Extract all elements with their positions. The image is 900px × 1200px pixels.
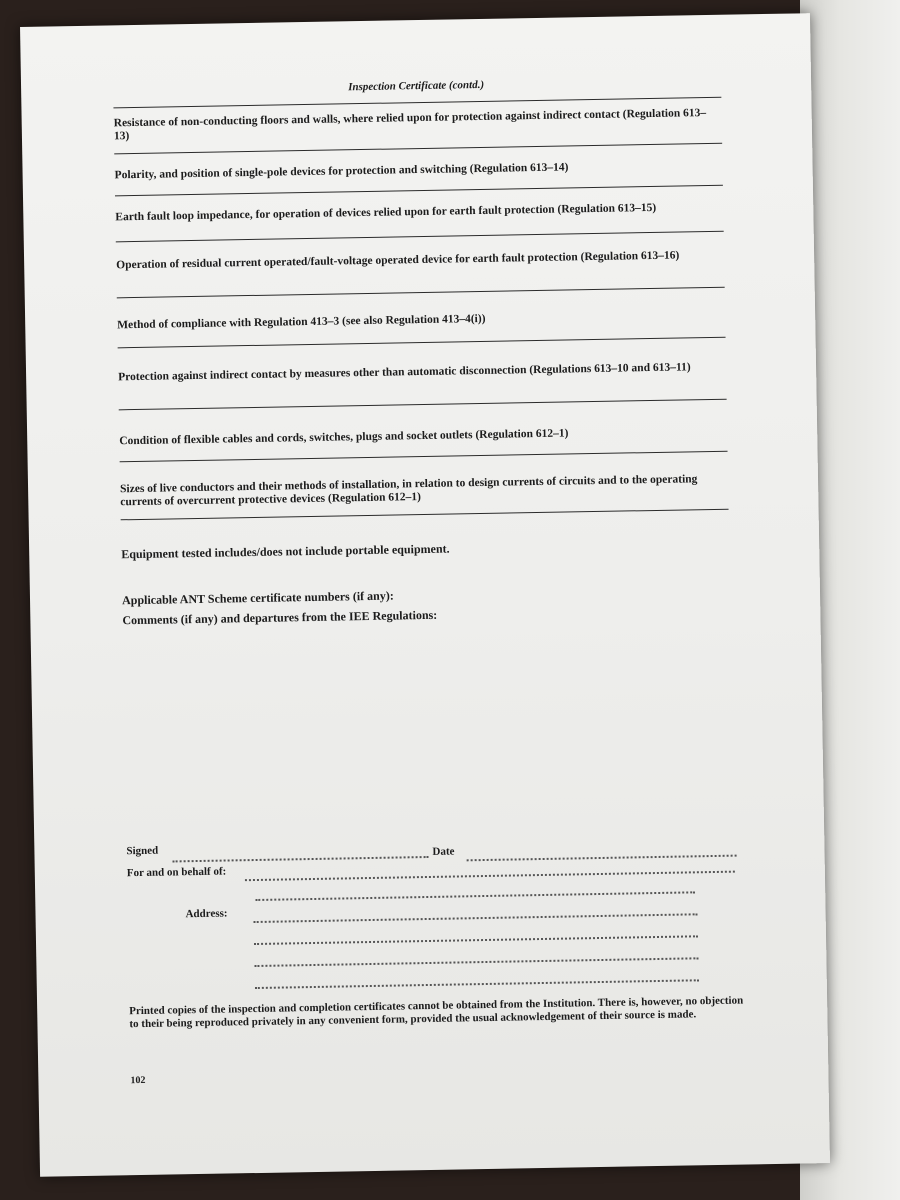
certificate-page <box>20 13 830 1177</box>
address-dotted-field[interactable] <box>254 913 698 923</box>
address-label: Address: <box>185 907 228 921</box>
signed-label: Signed <box>126 844 159 858</box>
equipment-tested-line: Equipment tested includes/does not include portable equipment. <box>121 541 450 562</box>
item-resistance: Resistance of non-conducting floors and walls, where relied upon for protection against indirect contact (Regulation 613–13) <box>113 107 707 143</box>
item-earth-fault-loop: Earth fault loop impedance, for operation of devices relied upon for earth fault protection (Regulation 613–15) <box>115 201 657 224</box>
item-polarity: Polarity, and position of single-pole devices for protection and switching (Regulation 613–14) <box>114 161 569 182</box>
comments-line: Comments (if any) and departures from the IEE Regulations: <box>122 607 438 628</box>
item-flexible-cables: Condition of flexible cables and cords, switches, plugs and socket outlets (Regulation 612–1) <box>119 427 569 448</box>
behalf-label: For and on behalf of: <box>126 865 227 880</box>
date-dotted-field[interactable] <box>467 855 737 862</box>
address-dotted-field[interactable] <box>254 935 698 945</box>
item-rule <box>115 185 723 197</box>
item-rule <box>120 451 728 463</box>
date-label: Date <box>432 845 455 858</box>
item-live-conductors: Sizes of live conductors and their methods of installation, in relation to design currents of circuits and to the operating currents of overcurrent protective devices (Regulation 612–1) <box>120 473 698 509</box>
item-rule <box>121 509 729 521</box>
signed-dotted-field[interactable] <box>173 856 429 862</box>
item-indirect-contact: Protection against indirect contact by measures other than automatic disconnection (Regulations 613–10 and 613–11) <box>118 361 691 384</box>
item-rule <box>116 231 724 243</box>
footer-note: Printed copies of the inspection and completion certificates cannot be obtained from the Institution. There is, however, no objection to their being reproduced privately in any convenient form, provided the usual acknowledgement of their source is made. <box>129 994 744 1031</box>
address-dotted-field[interactable] <box>254 957 698 967</box>
behalf-dotted-field[interactable] <box>255 891 695 901</box>
item-rule <box>114 143 722 155</box>
page-number: 102 <box>130 1074 146 1087</box>
item-residual-current: Operation of residual current operated/fault-voltage operated device for earth fault protection (Regulation 613–16) <box>116 249 680 272</box>
item-rule <box>117 287 725 299</box>
item-rule <box>113 97 721 109</box>
behalf-dotted-field[interactable] <box>245 871 735 882</box>
ant-scheme-line: Applicable ANT Scheme certificate numbers (if any): <box>121 588 394 608</box>
item-rule <box>119 399 727 411</box>
page-title: Inspection Certificate (contd.) <box>348 78 485 94</box>
address-dotted-field[interactable] <box>255 979 699 989</box>
item-rule <box>118 337 726 349</box>
item-method-compliance: Method of compliance with Regulation 413–3 (see also Regulation 413–4(i)) <box>117 312 486 332</box>
